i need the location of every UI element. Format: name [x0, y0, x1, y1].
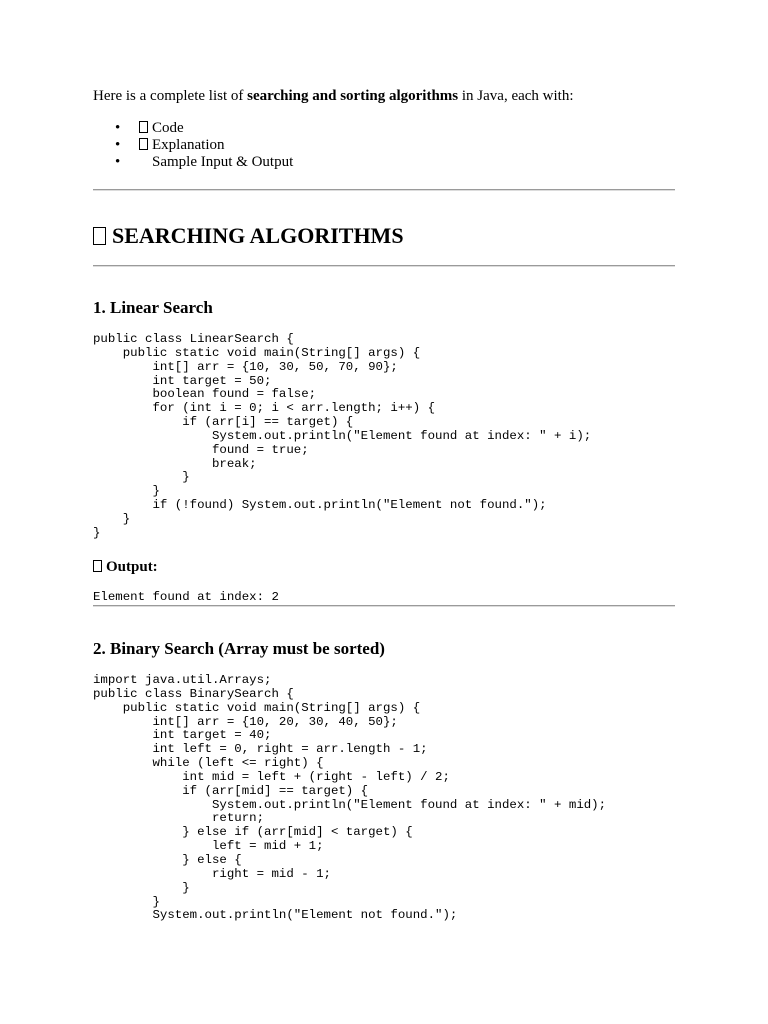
- intro-prefix: Here is a complete list of: [93, 88, 248, 104]
- binary-search-title: 2. Binary Search (Array must be sorted): [93, 639, 385, 658]
- bullet-marker: •: [115, 120, 121, 136]
- list-item-label: Code: [152, 120, 184, 136]
- horizontal-rule: [93, 265, 675, 267]
- section-heading: [93, 223, 404, 249]
- intro-paragraph: [93, 87, 574, 105]
- missing-glyph-icon: [139, 121, 148, 133]
- list-item-label: Explanation: [152, 137, 225, 153]
- binary-search-code-block: import java.util.Arrays; public class BinarySearch { public static void main(String[] args) { int[] arr = {10, 20, 30, 40, 50}; int target = 40; int left = 0, right = arr.length - 1; while (left <= right) { int mid = left + (right - left) / 2; if (arr[mid] == target) { System.out.println("Element found at index: " + mid); return; } else if (arr[mid] < target) { left = mid + 1; } else { right = mid - 1; } } System.out.println("Element not found.");: [93, 673, 607, 923]
- blank-glyph-icon: [139, 155, 148, 167]
- bullet-marker: •: [115, 137, 121, 153]
- list-item-label: Sample Input & Output: [152, 154, 294, 170]
- missing-glyph-icon: [93, 227, 106, 245]
- output-heading-label: Output:: [106, 559, 158, 575]
- horizontal-rule: [93, 189, 675, 191]
- missing-glyph-icon: [139, 138, 148, 150]
- linear-search-code-block: public class LinearSearch { public static void main(String[] args) { int[] arr = {10, 30, 50, 70, 90}; int target = 50; boolean found = false; for (int i = 0; i < arr.length; i++) { if (arr[i] == target) { System.out.println("Element found at index: " + i); found = true; break; } } if (!found) System.out.println("Element not found."); } }: [93, 332, 592, 540]
- output-heading: [93, 558, 158, 576]
- list-item: [93, 137, 293, 154]
- section-heading-label: SEARCHING ALGORITHMS: [112, 223, 404, 248]
- feature-list: [93, 120, 293, 171]
- missing-glyph-icon: [93, 560, 102, 572]
- intro-bold-phrase: searching and sorting algorithms: [247, 88, 459, 104]
- linear-search-output-block: Element found at index: 2: [93, 590, 279, 604]
- list-item: [93, 154, 293, 171]
- bullet-marker: •: [115, 154, 121, 170]
- linear-search-title: 1. Linear Search: [93, 298, 213, 317]
- horizontal-rule: [93, 605, 675, 607]
- list-item: [93, 120, 293, 137]
- intro-suffix: in Java, each with:: [458, 88, 574, 104]
